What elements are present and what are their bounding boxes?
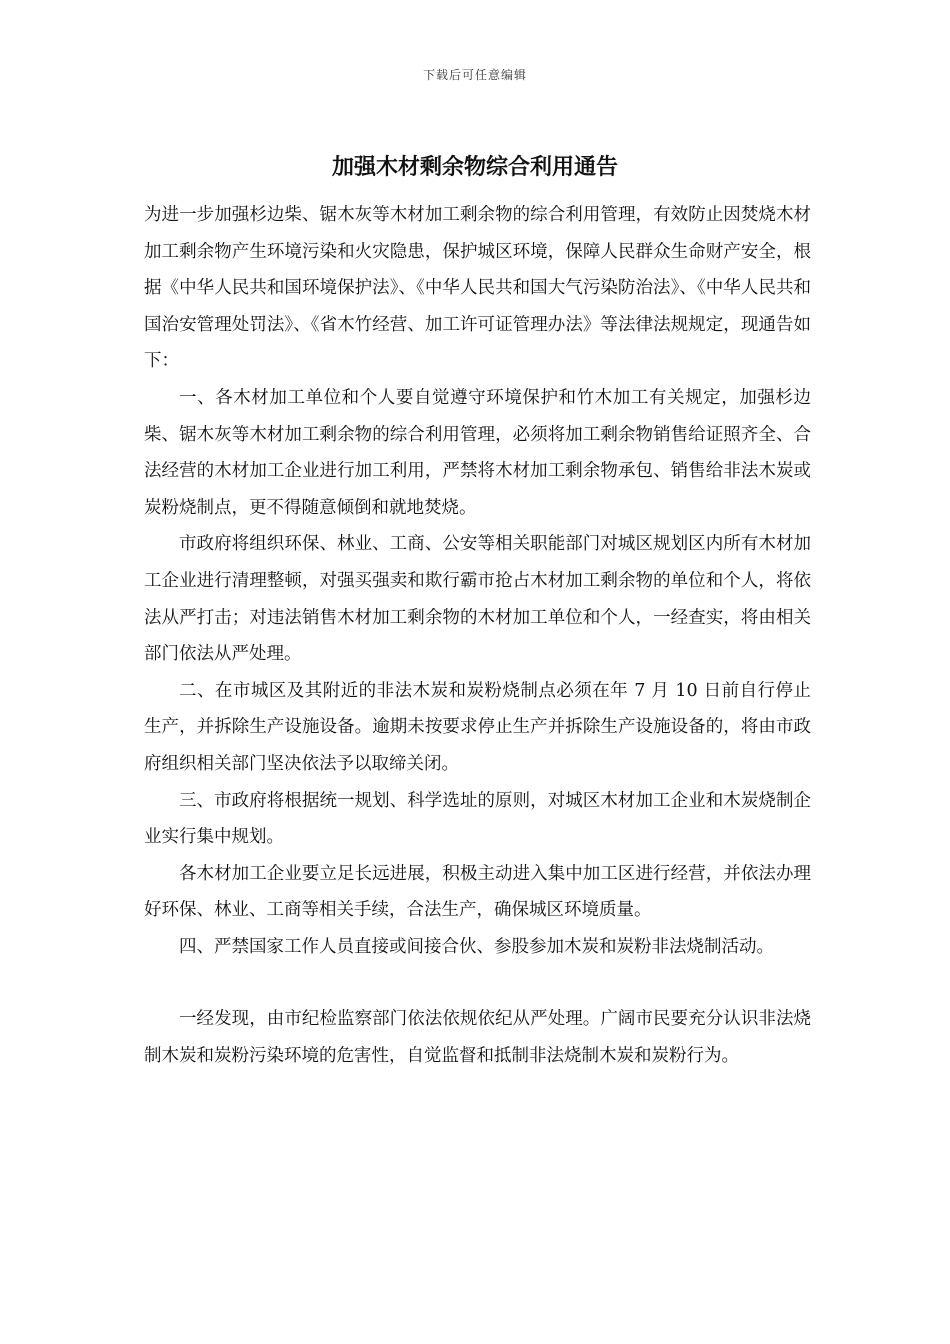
- closing-paragraph: 一经发现，由市纪检监察部门依法依规依纪从严处理。广阔市民要充分认识非法烧制木炭和炭粉污染环境的危害性，自觉监督和抵制非法烧制木炭和炭粉行为。: [144, 1009, 811, 1067]
- enforcement-paragraph: 市政府将组织环保、林业、工商、公安等相关职能部门对城区规划区内所有木材加工企业进行清理整顿，对强买强卖和欺行霸市抢占木材加工剩余物的单位和个人，将依法从严打击；对违法销售木材加工剩余物的木材加工单位和个人，一经查实，将由相关部门依法从严处理。: [144, 534, 811, 665]
- article-two-paragraph: 二、在市城区及其附近的非法木炭和炭粉烧制点必须在年 7 月 10 日前自行停止生产，并拆除生产设施设备。逾期未按要求停止生产并拆除生产设施设备的，将由市政府组织相关部门坚决依法予以取缔关闭。: [144, 680, 811, 774]
- article-four-paragraph: 四、严禁国家工作人员直接或间接合伙、参股参加木炭和炭粉非法烧制活动。: [179, 936, 774, 957]
- document-title: 加强木材剩余物综合利用通告: [331, 155, 618, 180]
- header-note: 下载后可任意编辑: [422, 68, 527, 82]
- document-body: [144, 197, 811, 1075]
- relocation-paragraph: 各木材加工企业要立足长远进展，积极主动进入集中加工区进行经营，并依法办理好环保、林业、工商等相关手续，合法生产，确保城区环境质量。: [144, 863, 811, 921]
- intro-paragraph: 为进一步加强杉边柴、锯木灰等木材加工剩余物的综合利用管理，有效防止因焚烧木材加工剩余物产生环境污染和火灾隐患，保护城区环境，保障人民群众生命财产安全，根据《中华人民共和国环境保护法》、《中华人民共和国大气污染防治法》、《中华人民共和国治安管理处罚法》、《省木竹经营、加工许可证管理办法》等法律法规规定，现通告如下：: [144, 205, 811, 372]
- article-three-paragraph: 三、市政府将根据统一规划、科学选址的原则，对城区木材加工企业和木炭烧制企业实行集中规划。: [144, 790, 811, 848]
- article-one-paragraph: 一、各木材加工单位和个人要自觉遵守环境保护和竹木加工有关规定，加强杉边柴、锯木灰等木材加工剩余物的综合利用管理，必须将加工剩余物销售给证照齐全、合法经营的木材加工企业进行加工利用，严禁将木材加工剩余物承包、销售给非法木炭或炭粉烧制点，更不得随意倾倒和就地焚烧。: [144, 387, 811, 518]
